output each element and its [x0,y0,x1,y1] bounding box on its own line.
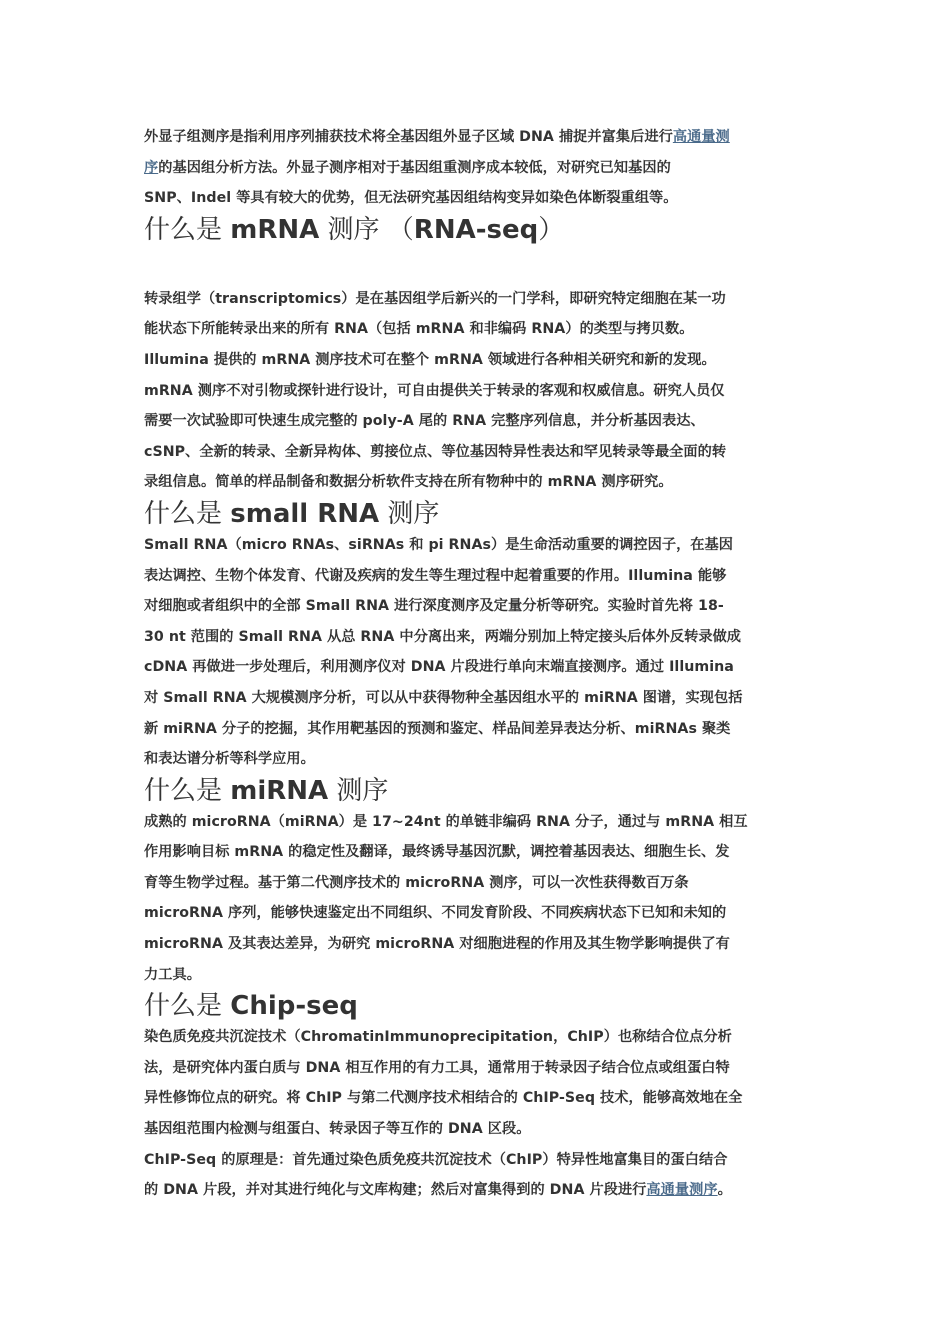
heading-text: 什么是 [144,498,231,529]
mirna-paragraph [144,807,808,991]
text: 外显子组测序是指利用序列捕获技术将全基因组外显子区域 [144,129,520,145]
mirna-line: microRNA 及其表达差异，为研究 microRNA 对细胞进程的作用及其生物学影响提供了有 [144,936,730,953]
mirna-line: 力工具。 [144,966,201,983]
small-rna-line: 对细胞或者组织中的全部 Small RNA 进行深度测序及定量分析等研究。实验时首先将 18- [144,598,724,615]
exome-line-3 [144,183,808,214]
mrna-line: 转录组学（transcriptomics）是在基因组学后新兴的一门学科，即研究特定细胞在某一功 [144,290,726,307]
heading-text: 测序 [328,775,389,806]
small-rna-line: 和表达谱分析等科学应用。 [144,751,315,768]
chip-line-last [144,1175,808,1206]
chip-paragraph [144,1022,808,1206]
text: 等具有较大的优势，但无法研究基因组结构变异如染色体断裂重组等。 [231,190,678,207]
mirna-line: 育等生物学过程。基于第二代测序技术的 microRNA 测序，可以一次性获得数百万条 [144,874,689,891]
mirna-line: 作用影响目标 mRNA 的稳定性及翻译，最终诱导基因沉默，调控着基因表达、细胞生长、发 [144,844,730,861]
exome-paragraph [144,122,808,214]
small-rna-line: Small RNA（micro RNAs、siRNAs 和 pi RNAs）是生命活动重要的调控因子，在基因 [144,536,734,553]
small-rna-line: cDNA 再做进一步处理后，利用测序仪对 DNA 片段进行单向末端直接测序。通过 Illumina [144,659,734,676]
heading-mrna-seq [144,214,808,246]
heading-small-rna [144,498,808,530]
mrna-line: cSNP、全新的转录、全新异构体、剪接位点、等位基因特异性表达和罕见转录等最全面的转 [144,443,727,460]
text: 。 [717,1182,732,1199]
heading-text: ） [538,214,565,245]
document-body [144,122,808,1206]
small-rna-line: 30 nt 范围的 Small RNA 从总 RNA 中分离出来，两端分别加上特定接头后体外反转录做成 [144,628,742,645]
heading-mirna [144,775,808,807]
chip-line: 法，是研究体内蛋白质与 DNA 相互作用的有力工具，通常用于转录因子结合位点或组蛋白特 [144,1059,730,1076]
text: 的基因组分析方法。外显子测序相对于基因组重测序成本较低，对研究已知基因的 [158,159,671,176]
mrna-line: 需要一次试验即可快速生成完整的 poly-A 尾的 RNA 完整序列信息，并分析基因表达、 [144,413,705,430]
chip-line: 染色质免疫共沉淀技术（ChromatinImmunoprecipitation，ChIP）也称结合位点分析 [144,1029,732,1046]
small-rna-line: 新 miRNA 分子的挖掘，其作用靶基因的预测和鉴定、样品间差异表达分析、miRNAs 聚类 [144,720,731,737]
heading-text: miRNA [230,775,329,806]
heading-text: 什么是 [144,775,231,806]
mrna-line: 能状态下所能转录出来的所有 RNA（包括 mRNA 和非编码 RNA）的类型与拷贝数。 [144,321,694,338]
mrna-paragraph [144,284,808,498]
mirna-line: microRNA 序列，能够快速鉴定出不同组织、不同发育阶段、不同疾病状态下已知和未知的 [144,905,727,922]
small-rna-paragraph [144,530,808,775]
hts-link-part2[interactable]: 序 [144,159,159,176]
text: DNA [519,129,554,145]
heading-text: 测序 （ [319,214,414,245]
mirna-line: 成熟的 microRNA（miRNA）是 17~24nt 的单链非编码 RNA 分子，通过与 mRNA 相互 [144,813,748,830]
chip-line: 基因组范围内检测与组蛋白、转录因子等互作的 DNA 区段。 [144,1121,531,1138]
small-rna-line: 表达调控、生物个体发育、代谢及疾病的发生等生理过程中起着重要的作用。Illumina 能够 [144,567,727,584]
exome-line-2 [144,153,808,184]
text: 捕捉并富集后进行 [553,129,673,145]
mrna-line: 录组信息。简单的样品制备和数据分析软件支持在所有物种中的 mRNA 测序研究。 [144,474,673,491]
heading-text: 什么是 [144,991,231,1022]
text: Indel [190,190,232,207]
heading-chip-seq [144,990,808,1022]
chip-line: 异性修饰位点的研究。将 ChIP 与第二代测序技术相结合的 ChIP-Seq 技术，能够高效地在全 [144,1090,743,1107]
mrna-line: Illumina 提供的 mRNA 测序技术可在整个 mRNA 领域进行各种相关研究和新的发现。 [144,351,716,368]
heading-text: Chip-seq [230,991,358,1022]
heading-text: 什么是 [144,214,231,245]
hts-link-part1[interactable]: 高通量测 [672,129,730,145]
heading-text: mRNA [230,214,320,245]
heading-text: RNA-seq [413,214,539,245]
chip-line: ChIP-Seq 的原理是：首先通过染色质免疫共沉淀技术（ChIP）特异性地富集目的蛋白结合 [144,1151,728,1168]
text: 、 [176,190,191,207]
heading-text: small RNA [230,498,380,529]
exome-line-1 [144,122,808,153]
text: 的 DNA 片段，并对其进行纯化与文库构建；然后对富集得到的 DNA 片段进行 [144,1182,647,1199]
hts-link[interactable]: 高通量测序 [646,1182,718,1199]
small-rna-line: 对 Small RNA 大规模测序分析，可以从中获得物种全基因组水平的 miRNA 图谱，实现包括 [144,689,743,706]
heading-text: 测序 [379,498,440,529]
mrna-line: mRNA 测序不对引物或探针进行设计，可自由提供关于转录的客观和权威信息。研究人员仅 [144,382,725,399]
text: SNP [144,190,177,207]
